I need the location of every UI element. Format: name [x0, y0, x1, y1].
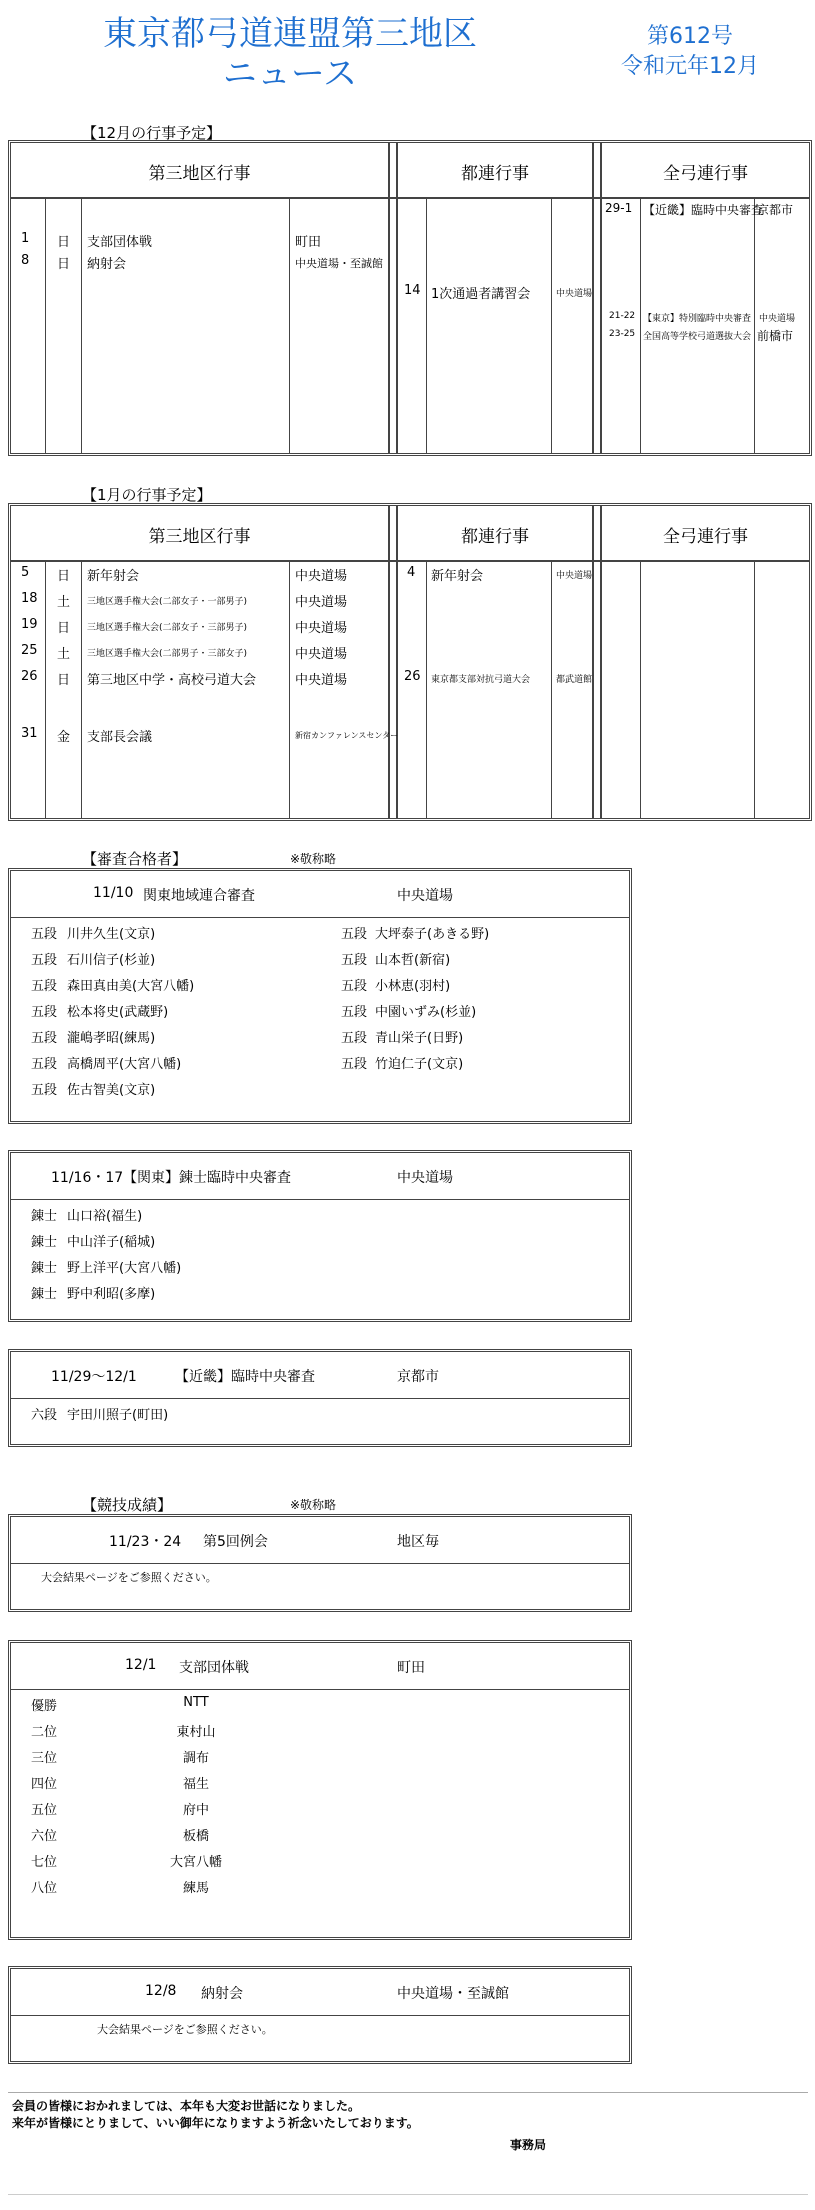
event-place: 中央道場	[295, 569, 348, 584]
person-name: 瀧嶋孝昭(練馬)	[67, 1031, 156, 1046]
footer-signature: 事務局	[510, 2138, 547, 2152]
results-note: ※敬称略	[290, 1498, 337, 1512]
newsletter-title	[80, 14, 500, 94]
weekday: 日	[57, 235, 71, 250]
result-date: 12/1	[125, 1657, 157, 1673]
event-place: 中央道場	[759, 314, 796, 324]
team-name: 練馬	[182, 1881, 209, 1896]
result-block-1	[8, 1514, 632, 1612]
day: 8	[21, 253, 30, 268]
rank: 五段	[341, 927, 368, 942]
person-name: 森田真由美(大宮八幡)	[67, 979, 195, 994]
event-place: 新宿カンファレンスセンター	[295, 731, 399, 740]
person-name: 高橋周平(大宮八幡)	[67, 1057, 182, 1072]
result-place: 地区毎	[397, 1534, 439, 1550]
standing-position: 六位	[31, 1829, 58, 1844]
person-name: 中山洋子(稲城)	[67, 1235, 156, 1250]
team-name: 調布	[182, 1751, 209, 1766]
result-date: 12/8	[145, 1983, 177, 1999]
event-name: 第三地区中学・高校弓道大会	[87, 673, 257, 688]
result-body: 大会結果ページをご参照ください。	[97, 2023, 273, 2036]
person-name: 青山栄子(日野)	[375, 1031, 464, 1046]
weekday: 日	[57, 569, 71, 584]
event-name: 東京都支部対抗弓道大会	[431, 675, 531, 685]
exams-section-title: 【審査合格者】	[82, 850, 188, 868]
rank: 五段	[31, 927, 58, 942]
rank: 錬士	[31, 1287, 58, 1302]
exam-date: 11/29～12/1	[51, 1369, 137, 1385]
jan-header-toren: 都連行事	[461, 527, 529, 547]
person-name: 中園いずみ(杉並)	[375, 1005, 477, 1020]
exam-block-2	[8, 1150, 632, 1322]
rank: 五段	[31, 1005, 58, 1020]
title-line-2: ニュース	[222, 54, 358, 94]
standing-position: 八位	[31, 1881, 58, 1896]
day: 18	[21, 591, 38, 606]
event-place: 京都市	[757, 203, 794, 217]
jan-schedule-table	[8, 503, 812, 821]
jan-header-district: 第三地区行事	[148, 527, 251, 547]
person-name: 竹迫仁子(文京)	[375, 1057, 464, 1072]
day: 19	[21, 617, 38, 632]
event-name: 全国高等学校弓道選抜大会	[643, 332, 752, 342]
day: 31	[21, 726, 38, 741]
exam-date: 11/16・17	[51, 1170, 124, 1186]
issue-number: 第612号	[647, 24, 733, 49]
event-name: 新年射会	[431, 569, 484, 584]
team-name: NTT	[183, 1695, 209, 1710]
person-name: 石川信子(杉並)	[67, 953, 156, 968]
standing-position: 二位	[31, 1725, 58, 1740]
rank: 五段	[31, 1031, 58, 1046]
result-place: 中央道場・至誠館	[397, 1986, 509, 2002]
day: 1	[21, 231, 30, 246]
weekday: 金	[57, 730, 71, 745]
day: 26	[404, 669, 421, 684]
day: 4	[407, 565, 416, 580]
team-name: 福生	[182, 1777, 209, 1792]
exam-block-1	[8, 868, 632, 1124]
result-event: 第5回例会	[203, 1534, 268, 1550]
day: 14	[404, 283, 421, 298]
day: 23-25	[609, 329, 636, 339]
day: 21-22	[609, 311, 636, 321]
result-body: 大会結果ページをご参照ください。	[41, 1571, 217, 1584]
event-name: 支部長会議	[87, 730, 153, 745]
rank: 五段	[341, 1057, 368, 1072]
footer-line-2: 来年が皆様にとりまして、いい御年になりますよう祈念いたしております。	[12, 2116, 419, 2130]
footer-message	[12, 2098, 419, 2132]
result-date: 11/23・24	[109, 1534, 182, 1550]
rank: 五段	[341, 953, 368, 968]
person-name: 山口裕(福生)	[67, 1209, 143, 1224]
person-name: 松本将史(武蔵野)	[67, 1005, 169, 1020]
person-name: 川井久生(文京)	[67, 927, 156, 942]
exam-block-3	[8, 1349, 632, 1447]
team-name: 府中	[182, 1803, 209, 1818]
jan-header-zenkyu: 全弓連行事	[663, 527, 748, 547]
exam-date: 11/10	[93, 885, 134, 901]
result-block-3	[8, 1966, 632, 2064]
standing-position: 五位	[31, 1803, 58, 1818]
person-name: 野上洋平(大宮八幡)	[67, 1261, 182, 1276]
team-name: 大宮八幡	[169, 1855, 222, 1870]
person-name: 宇田川照子(町田)	[67, 1408, 169, 1423]
standing-position: 三位	[31, 1751, 58, 1766]
event-name: 三地区選手権大会(二部女子・一部男子)	[87, 597, 248, 607]
standing-position: 優勝	[31, 1699, 58, 1714]
footer-bottom-divider	[8, 2194, 808, 2195]
event-place: 中央道場	[295, 647, 348, 662]
rank: 五段	[341, 1005, 368, 1020]
result-block-2	[8, 1640, 632, 1940]
event-place: 中央道場	[556, 289, 593, 299]
day: 29-1	[605, 201, 633, 215]
rank: 五段	[31, 953, 58, 968]
event-place: 都武道館	[556, 675, 593, 685]
results-section-title: 【競技成績】	[82, 1496, 173, 1514]
rank: 五段	[31, 979, 58, 994]
standing-position: 七位	[31, 1855, 58, 1870]
weekday: 土	[57, 595, 71, 610]
result-place: 町田	[397, 1660, 425, 1676]
exam-place: 中央道場	[397, 1170, 453, 1186]
dec-header-district: 第三地区行事	[148, 164, 251, 184]
day: 5	[21, 565, 30, 580]
dec-schedule-table	[8, 140, 812, 456]
dec-header-zenkyu: 全弓連行事	[663, 164, 748, 184]
jan-section-title: 【1月の行事予定】	[82, 486, 212, 504]
exams-note: ※敬称略	[290, 852, 337, 866]
issue-date: 令和元年12月	[621, 54, 759, 79]
person-name: 山本哲(新宿)	[375, 953, 451, 968]
event-place: 中央道場	[556, 571, 593, 581]
exam-event: 関東地域連合審査	[143, 888, 255, 904]
day: 26	[21, 669, 38, 684]
result-event: 納射会	[201, 1986, 243, 2002]
footer-divider	[8, 2092, 808, 2093]
weekday: 日	[57, 673, 71, 688]
exam-place: 京都市	[397, 1369, 439, 1385]
event-name: 1次通過者講習会	[431, 287, 531, 302]
rank: 錬士	[31, 1209, 58, 1224]
weekday: 日	[57, 257, 71, 272]
team-name: 東村山	[176, 1725, 216, 1740]
rank: 五段	[31, 1057, 58, 1072]
team-name: 板橋	[182, 1829, 209, 1844]
event-name: 新年射会	[87, 569, 140, 584]
event-name: 三地区選手権大会(二部女子・三部男子)	[87, 623, 248, 633]
footer-line-1: 会員の皆様におかれましては、本年も大変お世話になりました。	[12, 2099, 361, 2113]
dec-section-title: 【12月の行事予定】	[82, 124, 222, 142]
event-name: 納射会	[87, 257, 127, 272]
person-name: 佐古智美(文京)	[67, 1083, 156, 1098]
event-place: 中央道場	[295, 595, 348, 610]
event-place: 中央道場・至誠館	[295, 257, 383, 270]
rank: 錬士	[31, 1235, 58, 1250]
exam-event: 【近畿】臨時中央審査	[175, 1369, 315, 1385]
event-name: 支部団体戦	[87, 235, 153, 250]
person-name: 小林恵(羽村)	[375, 979, 451, 994]
day: 25	[21, 643, 38, 658]
rank: 五段	[341, 1031, 368, 1046]
exam-place: 中央道場	[397, 888, 453, 904]
event-name: 【東京】特別臨時中央審査	[643, 314, 752, 324]
rank: 六段	[31, 1408, 58, 1423]
result-event: 支部団体戦	[179, 1660, 249, 1676]
event-name: 【近畿】臨時中央審査	[643, 203, 764, 217]
weekday: 土	[57, 647, 71, 662]
event-place: 前橋市	[757, 329, 794, 343]
title-line-1: 東京都弓道連盟第三地区	[103, 14, 477, 54]
event-place: 中央道場	[295, 621, 348, 636]
rank: 錬士	[31, 1261, 58, 1276]
event-place: 中央道場	[295, 673, 348, 688]
exam-event: 【関東】錬士臨時中央審査	[123, 1170, 291, 1186]
person-name: 大坪泰子(あきる野)	[375, 927, 490, 942]
issue-info	[600, 22, 780, 82]
weekday: 日	[57, 621, 71, 636]
standing-position: 四位	[31, 1777, 58, 1792]
dec-header-toren: 都連行事	[461, 164, 529, 184]
rank: 五段	[341, 979, 368, 994]
event-name: 三地区選手権大会(二部男子・三部女子)	[87, 649, 248, 659]
rank: 五段	[31, 1083, 58, 1098]
person-name: 野中利昭(多摩)	[67, 1287, 156, 1302]
event-place: 町田	[295, 235, 322, 250]
